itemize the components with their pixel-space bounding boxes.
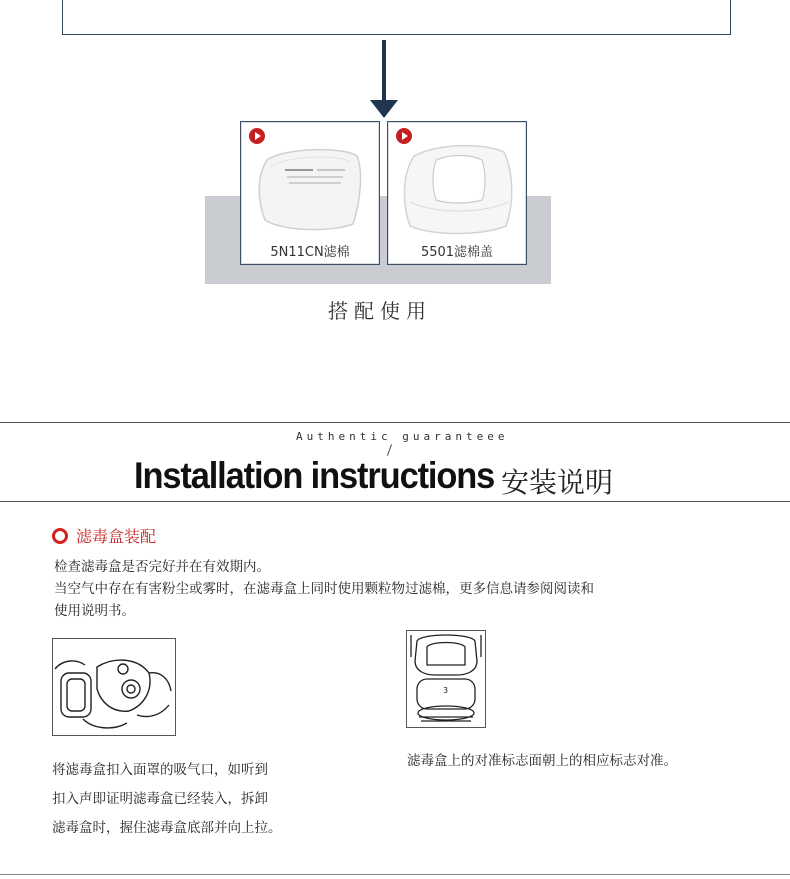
down-arrow-shaft [382,40,386,104]
step-line: 扣入声即证明滤毒盒已经装入，拆卸 [52,791,268,807]
down-arrow-icon [370,100,398,118]
authentic-subtitle: Authentic guaranteee [296,430,509,443]
product-card-filter-cover[interactable] [387,121,527,265]
section-title: 滤毒盒装配 [76,527,157,546]
step-2-text: 滤毒盒上的对准标志面朝上的相应标志对准。 [407,753,677,769]
bottom-divider [0,874,790,875]
intro-line: 使用说明书。 [54,603,135,619]
intro-line: 当空气中存在有害粉尘或雾时，在滤毒盒上同时使用颗粒物过滤棉，更多信息请参阅阅读和 [54,581,594,597]
intro-text [54,556,714,622]
card-label: 5N11CN滤棉 [270,245,350,260]
step-line: 将滤毒盒扣入面罩的吸气口，如听到 [52,762,268,778]
heading-english: Installation instructions [134,455,495,496]
divider [0,501,790,502]
illustration-attach-cartridge [52,638,176,736]
step-1-text [52,756,342,843]
top-content-box [62,0,731,35]
intro-line: 检查滤毒盒是否完好并在有效期内。 [54,559,270,575]
alignment-drawing [407,631,485,727]
svg-text:3: 3 [443,686,449,695]
filter-pad-image [253,140,369,240]
filter-cover-image [396,138,520,242]
divider [0,422,790,423]
product-card-filter-pad[interactable] [240,121,380,265]
hands-cartridge-drawing [53,639,175,735]
pairing-caption: 搭配使用 [328,299,432,323]
step-line: 滤毒盒时，握住滤毒盒底部并向上拉。 [52,820,282,836]
card-label: 5501滤棉盖 [420,245,494,260]
illustration-align-marks [406,630,486,728]
circle-bullet-icon [52,528,68,544]
heading-chinese: 安装说明 [501,466,614,499]
